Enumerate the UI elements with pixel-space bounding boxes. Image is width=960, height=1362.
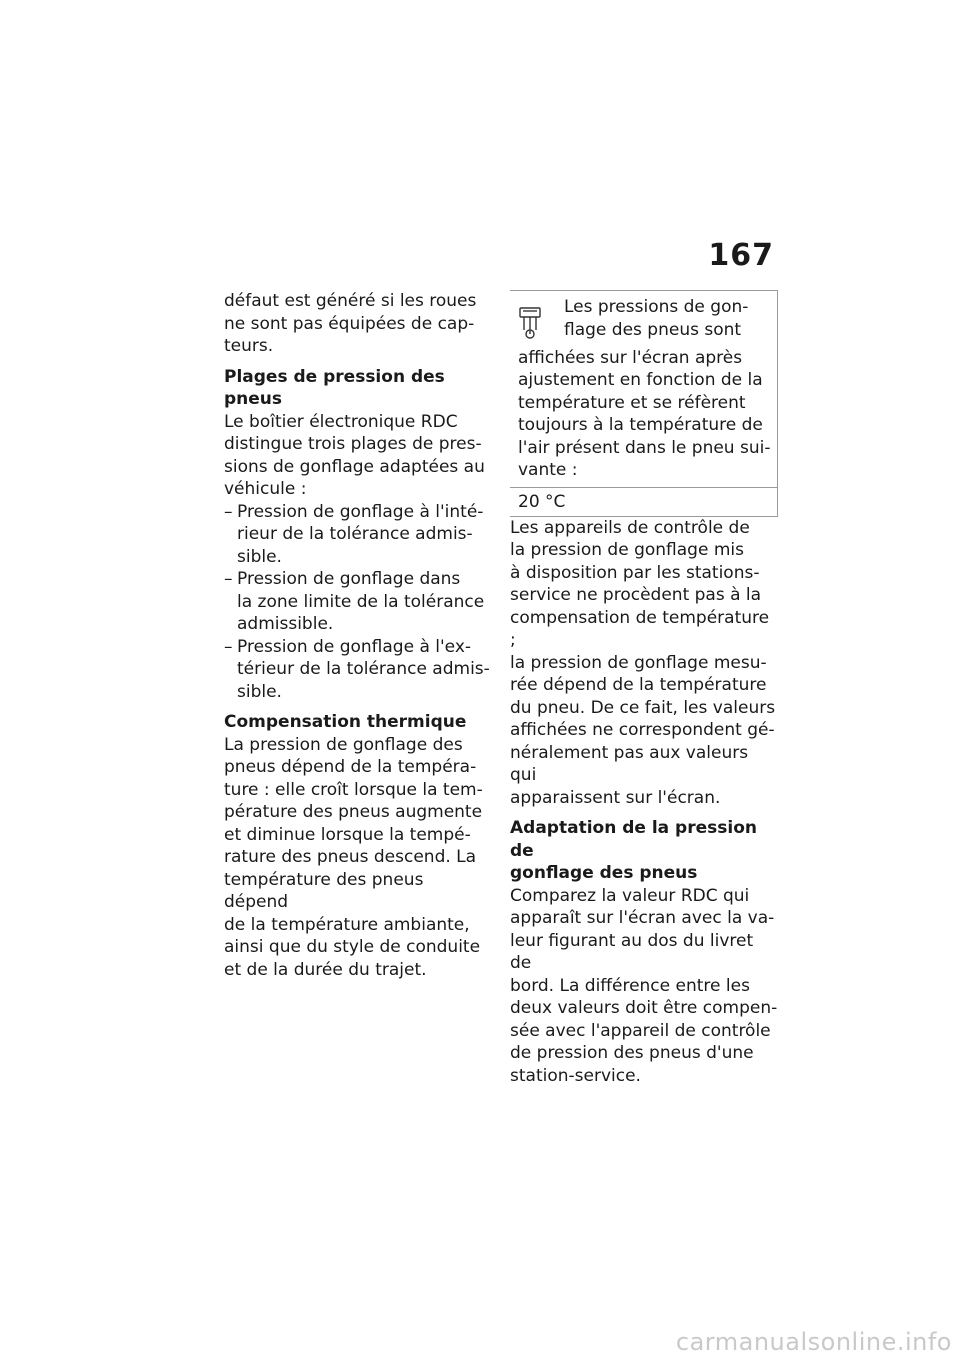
list-dash: –: [224, 636, 233, 657]
tire-pressure-gauge-icon: [518, 296, 564, 347]
thermal-compensation-paragraph: La pression de gonflage des pneus dépend de la tempéra- ture : elle croît lorsque la tem- pérature des pneus augmente et diminue lorsque la tempé- rature des pneus descend. La température des pneus dépend de la température ambiante, ainsi que du style de conduite et de la durée du trajet.: [224, 734, 483, 980]
note-header: [518, 296, 771, 347]
list-item: [224, 636, 492, 704]
list-dash: –: [224, 501, 233, 522]
note-header-text: Les pressions de gon- flage des pneus sont: [564, 297, 749, 340]
list-item-text: Pression de gonflage à l'inté- rieur de la tolérance admis- sible.: [237, 501, 484, 567]
right-column: [510, 290, 778, 1087]
left-column: [224, 290, 492, 981]
list-item-text: Pression de gonflage dans la zone limite de la tolérance admissible.: [237, 569, 485, 634]
note-box: [510, 290, 778, 488]
heading-pressure-adaptation: Adaptation de la pression de gonflage des pneus: [510, 818, 757, 883]
heading-thermal-compensation: Compensation thermique: [224, 712, 467, 732]
note-body-text: affichées sur l'écran après ajustement en fonction de la température et se réfèrent toujours à la température de l'air présent dans le pneu sui- vante :: [518, 347, 771, 480]
list-dash: –: [224, 569, 233, 589]
list-item: [224, 501, 492, 569]
pressure-ranges-paragraph: Le boîtier électronique RDC distingue trois plages de pres- sions de gonflage adaptées au véhicule :: [224, 411, 485, 499]
note-temperature-value: 20 °C: [510, 488, 778, 517]
intro-paragraph: défaut est généré si les roues ne sont pas équipées de cap- teurs.: [224, 291, 477, 356]
list-item-text: Pression de gonflage à l'ex- térieur de la tolérance admis- sible.: [237, 636, 490, 702]
watermark: carmanualsonline.info: [675, 1328, 952, 1356]
pressure-ranges-list: [224, 501, 492, 704]
heading-pressure-ranges: Plages de pression des pneus: [224, 366, 445, 409]
pressure-adaptation-paragraph: Comparez la valeur RDC qui apparaît sur l'écran avec la va- leur figurant au dos du livret de bord. La différence entre les deux valeurs doit être compen- sée avec l'appareil de contrôle de pression des pneus d'une station-service.: [510, 885, 778, 1086]
devices-paragraph: Les appareils de contrôle de la pression de gonflage mis à disposition par les stations- service ne procèdent pas à la compensation de température ; la pression de gonflage mesu- rée dépend de la température du pneu. De ce fait, les valeurs affichées ne correspondent gé- néralement pas aux valeurs qui apparaissent sur l'écran.: [510, 517, 776, 808]
list-item: [224, 568, 492, 636]
page-number: 167: [708, 238, 774, 273]
